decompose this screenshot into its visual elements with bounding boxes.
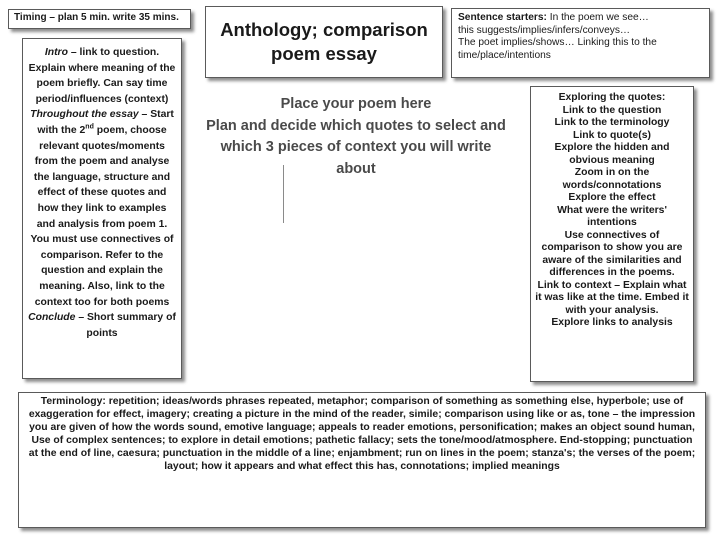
quotes-item: Link to the terminology (554, 117, 670, 128)
text-cursor (283, 165, 284, 223)
title-box (205, 6, 443, 78)
throughout-label: Throughout the essay (30, 109, 139, 121)
essay-structure-box (22, 38, 182, 379)
throughout-sup: nd (85, 123, 94, 131)
starters-label: Sentence starters: (458, 12, 547, 23)
conclude-label: Conclude (28, 312, 76, 324)
intro-paragraph (27, 45, 177, 107)
placeholder-line-1: Place your poem here (280, 96, 432, 112)
terminology-box (18, 392, 706, 528)
quotes-item: Exploring the quotes: (558, 92, 666, 103)
poem-placeholder[interactable] (200, 88, 512, 394)
starters-line-3: The poet implies/shows… Linking this to the time/place/intentions (458, 37, 657, 61)
quotes-item: Link to quote(s) (573, 129, 651, 141)
timing-box (8, 9, 191, 29)
timing-text: Timing – plan 5 min. write 35 mins. (14, 12, 179, 23)
terminology-text: Terminology: repetition; ideas/words phrases repeated, metaphor; comparison of something as something else, hyperbole; use of exaggeration for effect, imagery; creating a picture in the mind of the reader, simile; comparison using like or as, tone – the impression you are given of how the words sound, emotive language; appeals to reader emotions, personification; makes an object sound human, Use of complex sentences; to explore in detail emotions; pathetic fallacy; sets the tone/mood/atmosphere. End-stopping; punctuation at the end of line, caesura; punctuation in the middle of a line; enjambment; run on lines in the poem; stanza's; the verses of the poem; layout; how it appears and what effect this has, connotations; implied meanings (28, 396, 696, 472)
conclude-paragraph (27, 310, 177, 341)
placeholder-line-2: Plan and decide which quotes to select and which 3 pieces of context you will write about (206, 117, 506, 177)
quotes-item: What were the writers' intentions (557, 204, 667, 228)
starters-line-1 (458, 12, 703, 25)
intro-label: Intro (44, 47, 68, 58)
quotes-item: Explore the effect (568, 192, 656, 203)
quotes-item: Use connectives of comparison to show you are aware of the similarities and differences in the poems. (541, 229, 683, 278)
quotes-item: Zoom in on the words/connotations (562, 167, 662, 191)
throughout-text-1: – Start with the 2 (37, 109, 174, 136)
page-title: Anthology; comparison poem essay (220, 19, 428, 64)
throughout-paragraph (27, 107, 177, 310)
starters-line1-text: In the poem we see… (546, 12, 649, 23)
quotes-item: Explore the hidden and obvious meaning (554, 142, 670, 166)
starters-line-2: this suggests/implies/infers/conveys… (458, 24, 631, 36)
conclude-text: – Short summary of points (75, 312, 176, 339)
quotes-item: Explore links to analysis (551, 317, 673, 328)
quotes-item: Link to the question (562, 104, 662, 116)
quotes-item: Link to context – Explain what it was like at the time. Embed it with your analysis. (535, 279, 689, 316)
sentence-starters-box (451, 8, 710, 78)
intro-text: – link to question. Explain where meaning of the poem briefly. Can say time period/influences (context) (28, 47, 176, 105)
throughout-text-2: poem, choose relevant quotes/moments from the poem and analyse the language, structure and effect of these quotes and how they link to examples and analysis from poem 1. You must use connectives of comparison. Refer to the question and explain the meaning. Also, link to the context too for both poems (30, 124, 174, 308)
quotes-box (530, 86, 694, 382)
